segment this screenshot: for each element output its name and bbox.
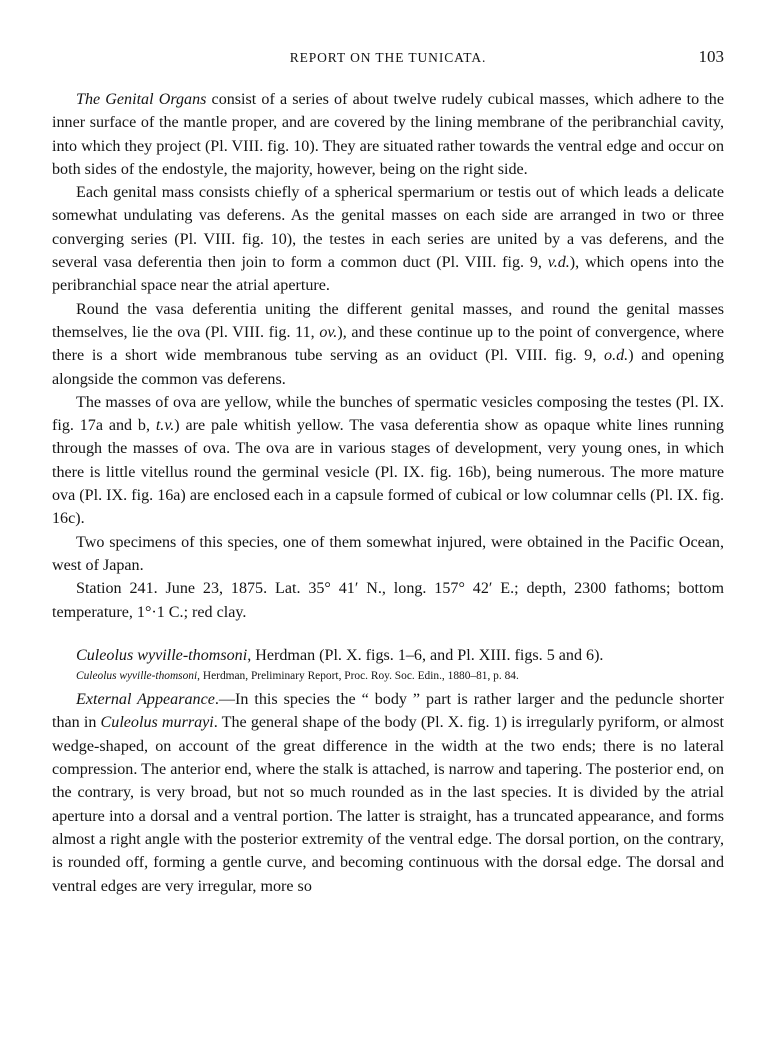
running-head [52,47,724,69]
reference-citation: , Herdman, Preliminary Report, Proc. Roy. Soc. Edin., 1880–81, p. 84. [197,670,519,683]
paragraph-genital-mass [52,181,724,297]
running-title: REPORT ON THE TUNICATA. [289,50,487,65]
body-text [52,88,724,898]
figure-abbreviation: ov. [319,323,338,341]
topic-lead: The Genital Organs [76,91,207,108]
paragraph-text: ), and these continue up to the point of convergence, where there is a short wide membranous tube serving as an oviduct (Pl. VIII. fig. 9, [52,323,724,365]
species-authority: , Herdman (Pl. X. figs. 1–6, and Pl. XIII. figs. 5 and 6). [247,646,604,664]
paragraph-ova-colour [52,391,724,531]
figure-abbreviation: o.d. [604,347,629,365]
paragraph-text: . The general shape of the body (Pl. X. fig. 1) is irregularly pyriform, or almost wedge-shaped, on account of the great difference in the width at the two ends; there is no lateral compression. The anterior end, where the stalk is attached, is narrow and tapering. The posterior end, on the contrary, is very broad, but not so much rounded as in the last species. It is divided by the atrial aperture into a dorsal and a ventral portion. The latter is straight, has a truncated appearance, and forms almost a right angle with the posterior extremity of the ventral edge. The dorsal portion, on the contrary, is rounded off, forming a gentle curve, and becoming continuous with the dorsal edge. The dorsal and ventral edges are very irregular, more so [52,714,724,895]
paragraph-station: Station 241. June 23, 1875. Lat. 35° 41′ N., long. 157° 42′ E.; depth, 2300 fathoms; bottom temperature, 1°·1 C.; red clay. [52,580,724,621]
species-name: Culeolus wyville-thomsoni [76,646,248,664]
paragraph-text: Round the vasa deferentia uniting the different genital masses, and round the genital masses themselves, lie the ova (Pl. VIII. fig. 11, [52,300,724,341]
figure-abbreviation: v.d. [547,254,570,272]
species-heading [52,644,724,667]
paragraph-external-appearance [52,688,724,898]
topic-lead: External Appearance [76,691,215,709]
species-reference-inline: Culeolus murrayi [100,714,214,732]
paragraph-text: ), which opens into the peribranchial space near the atrial aperture. [52,254,724,295]
paragraph-text: Each genital mass consists chiefly of a spherical spermarium or testis out of which leads a delicate somewhat undulating vas deferens. As the genital masses on each side are arranged in two or three converging series (Pl. VIII. fig. 10), the testes in each series are united by a vas deferens, and the several vasa deferentia then join to form a common duct (Pl. VIII. fig. 9, [52,184,724,272]
paragraph-text: .—In this species the “ body ” part is rather larger and the peduncle shorter than in [52,691,724,732]
paragraph-text: ) and opening alongside the common vas deferens. [52,347,724,388]
book-page [52,0,724,1050]
page-number: 103 [698,47,724,66]
figure-abbreviation: t.v. [155,417,175,435]
paragraph-specimens: Two specimens of this species, one of them somewhat injured, were obtained in the Pacific Ocean, west of Japan. [52,533,724,574]
paragraph-text: The masses of ova are yellow, while the bunches of spermatic vesicles composing the testes (Pl. IX. fig. 17a and b, [52,393,724,435]
reference-species-name: Culeolus wyville-thomsoni [76,670,198,683]
species-reference [52,668,724,685]
paragraph-text: ) are pale whitish yellow. The vasa deferentia show as opaque white lines running through the masses of ova. The ova are in various stages of development, very young ones, in which there is little vitellus round the germinal vesicle (Pl. IX. fig. 16b), being numerous. The more mature ova (Pl. IX. fig. 16a) are enclosed each in a capsule formed of cubical or low columnar cells (Pl. IX. fig. 16c). [52,417,724,528]
paragraph-ova [52,298,724,391]
paragraph-text: consist of a series of about twelve rudely cubical masses, which adhere to the inner surface of the mantle proper, and are covered by the lining membrane of the peribranchial cavity, into which they project (Pl. VIII. fig. 10). They are situated rather towards the ventral edge and occur on both sides of the endostyle, the majority, however, being on the right side. [52,91,724,178]
paragraph-genital-organs [52,88,724,181]
